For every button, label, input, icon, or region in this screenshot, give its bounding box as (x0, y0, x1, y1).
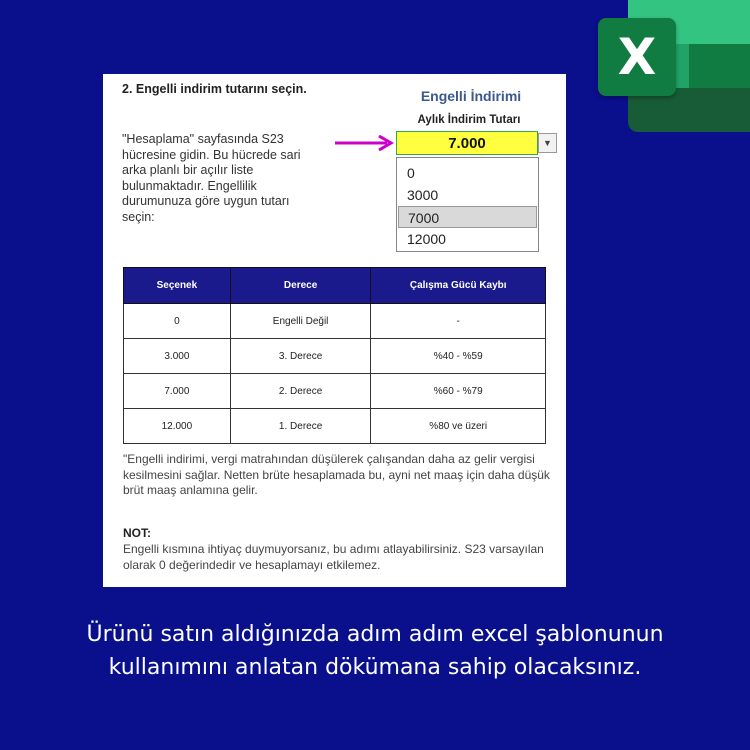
table-header-row (124, 268, 546, 304)
discount-dropdown-list[interactable] (396, 157, 539, 252)
table-cell: 2. Derece (230, 374, 371, 409)
table-header-option: Seçenek (124, 268, 231, 304)
table-cell: %40 - %59 (371, 339, 546, 374)
document-card (103, 74, 566, 587)
dropdown-option-3000[interactable]: 3000 (407, 187, 439, 203)
caption-line-2: kullanımını anlatan dökümana sahip olacaksınız. (108, 655, 642, 680)
note-title: NOT: (123, 526, 151, 540)
table-cell: 7.000 (124, 374, 231, 409)
note-body: Engelli kısmına ihtiyaç duymuyorsanız, bu adımı atlayabilirsiniz. S23 varsayılan olarak 0 değerindedir ve hesaplamayı etkilemez. (123, 542, 544, 572)
promo-caption (20, 618, 730, 684)
table-row (124, 339, 546, 374)
table-cell: 1. Derece (230, 409, 371, 444)
table-row (124, 304, 546, 339)
step-title: 2. Engelli indirim tutarını seçin. (122, 82, 307, 96)
discount-combo-box[interactable]: 7.000 (396, 131, 538, 155)
table-row (124, 374, 546, 409)
step-instructions: "Hesaplama" sayfasında S23 hücresine gidin. Bu hücrede sari arka planlı bir açılır liste bulunmaktadır. Engellilik durumunuza göre uygun tutarı seçin: (122, 132, 301, 224)
explanation-paragraph: "Engelli indirimi, vergi matrahından düşülerek çalışandan daha az gelir vergisi kesilmesini sağlar. Netten brüte hesaplamada bu, ayni net maaş için daha düşük brüt maaş anlamına gelir. (123, 452, 550, 497)
table-cell: %80 ve üzeri (371, 409, 546, 444)
dropdown-option-0[interactable]: 0 (407, 165, 415, 181)
disability-degree-table (123, 267, 546, 444)
table-header-degree: Derece (230, 268, 371, 304)
caption-line-1: Ürünü satın aldığınızda adım adım excel şablonunun (86, 622, 664, 647)
table-header-loss: Çalışma Gücü Kaybı (371, 268, 546, 304)
excel-logo-icon (598, 0, 750, 132)
widget-subtitle: Aylık İndirim Tutarı (417, 114, 521, 126)
table-cell: 3. Derece (230, 339, 371, 374)
arrow-right-icon (333, 133, 397, 153)
excel-x-badge: X (598, 18, 676, 96)
table-cell: 3.000 (124, 339, 231, 374)
table-cell: 0 (124, 304, 231, 339)
table-cell: 12.000 (124, 409, 231, 444)
table-row (124, 409, 546, 444)
dropdown-option-7000[interactable]: 7000 (398, 206, 537, 228)
chevron-down-icon[interactable]: ▼ (538, 133, 557, 153)
dropdown-option-12000[interactable]: 12000 (407, 231, 446, 247)
table-cell: %60 - %79 (371, 374, 546, 409)
widget-title: Engelli İndirimi (420, 88, 522, 104)
table-cell: Engelli Değil (230, 304, 371, 339)
table-cell: - (371, 304, 546, 339)
